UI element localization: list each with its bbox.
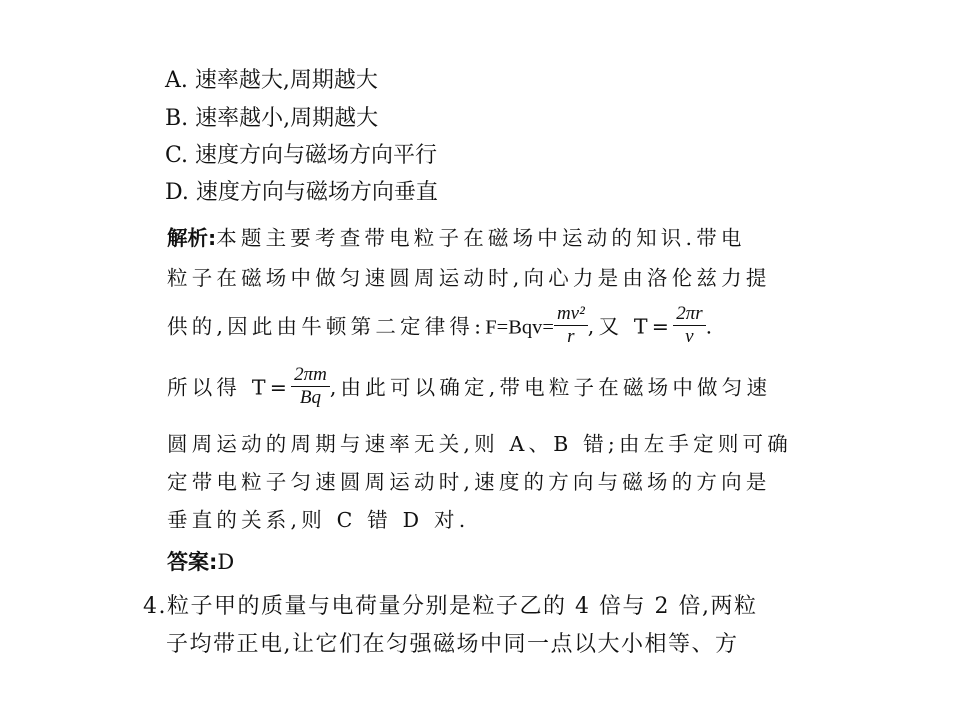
analysis-text: ,又 T= xyxy=(587,314,674,339)
formula-force: F=Bqv= xyxy=(485,316,554,339)
fraction-mv2-r xyxy=(554,303,588,349)
analysis-text: 垂直的关系,则 C 错 D 对. xyxy=(167,508,470,532)
analysis-text: 圆周运动的周期与速率无关,则 A、B 错;由左手定则可确 xyxy=(167,432,792,456)
question-number: 4. xyxy=(143,594,167,619)
option-text: 速度方向与磁场方向平行 xyxy=(195,143,438,168)
option-text: 速率越小,周期越大 xyxy=(195,106,379,131)
analysis-text: 定带电粒子匀速圆周运动时,速度的方向与磁场的方向是 xyxy=(167,470,771,494)
fraction-denominator: Bq xyxy=(299,386,321,408)
option-c xyxy=(165,145,437,167)
option-label: A. xyxy=(165,68,188,93)
answer-value: D xyxy=(217,550,235,574)
option-text: 速率越大,周期越大 xyxy=(194,68,378,93)
answer-heading: 答案: xyxy=(167,550,218,574)
option-label: B. xyxy=(165,106,189,131)
answer-line xyxy=(167,552,234,573)
analysis-line-6 xyxy=(167,472,771,493)
analysis-text: 供的,因此由牛顿第二定律得: xyxy=(167,314,486,339)
analysis-line-7 xyxy=(167,510,469,531)
fraction-denominator: v xyxy=(685,325,694,347)
question-4-line-2 xyxy=(166,634,739,656)
question-text: 子均带正电,让它们在匀强磁场中同一点以大小相等、方 xyxy=(166,632,739,657)
analysis-heading: 解析: xyxy=(167,226,217,250)
analysis-text: 所以得 T= xyxy=(167,375,292,400)
analysis-line-4 xyxy=(167,366,771,412)
option-label: C. xyxy=(165,143,189,168)
option-text: 速度方向与磁场方向垂直 xyxy=(195,180,438,205)
question-text: 粒子甲的质量与电荷量分别是粒子乙的 4 倍与 2 倍,两粒 xyxy=(167,594,758,619)
analysis-text: ,由此可以确定,带电粒子在磁场中做匀速 xyxy=(329,375,772,400)
analysis-text: . xyxy=(705,314,717,339)
analysis-line-5 xyxy=(167,434,792,455)
option-label: D. xyxy=(165,180,189,205)
analysis-text: 粒子在磁场中做匀速圆周运动时,向心力是由洛伦兹力提 xyxy=(167,266,771,290)
fraction-numerator: mv² xyxy=(554,303,588,326)
analysis-line-1 xyxy=(167,228,746,249)
analysis-line-2 xyxy=(167,268,771,289)
question-4-line-1 xyxy=(143,596,757,618)
fraction-numerator: 2πm xyxy=(291,364,330,387)
analysis-line-3 xyxy=(167,305,716,351)
fraction-denominator: r xyxy=(567,325,575,347)
fraction-2pim-bq xyxy=(291,364,330,410)
option-d xyxy=(165,182,438,204)
fraction-2pir-v xyxy=(673,303,705,349)
option-a xyxy=(165,70,378,92)
option-b xyxy=(165,108,378,130)
fraction-numerator: 2πr xyxy=(673,303,705,326)
analysis-text: 本题主要考查带电粒子在磁场中运动的知识.带电 xyxy=(216,226,746,250)
